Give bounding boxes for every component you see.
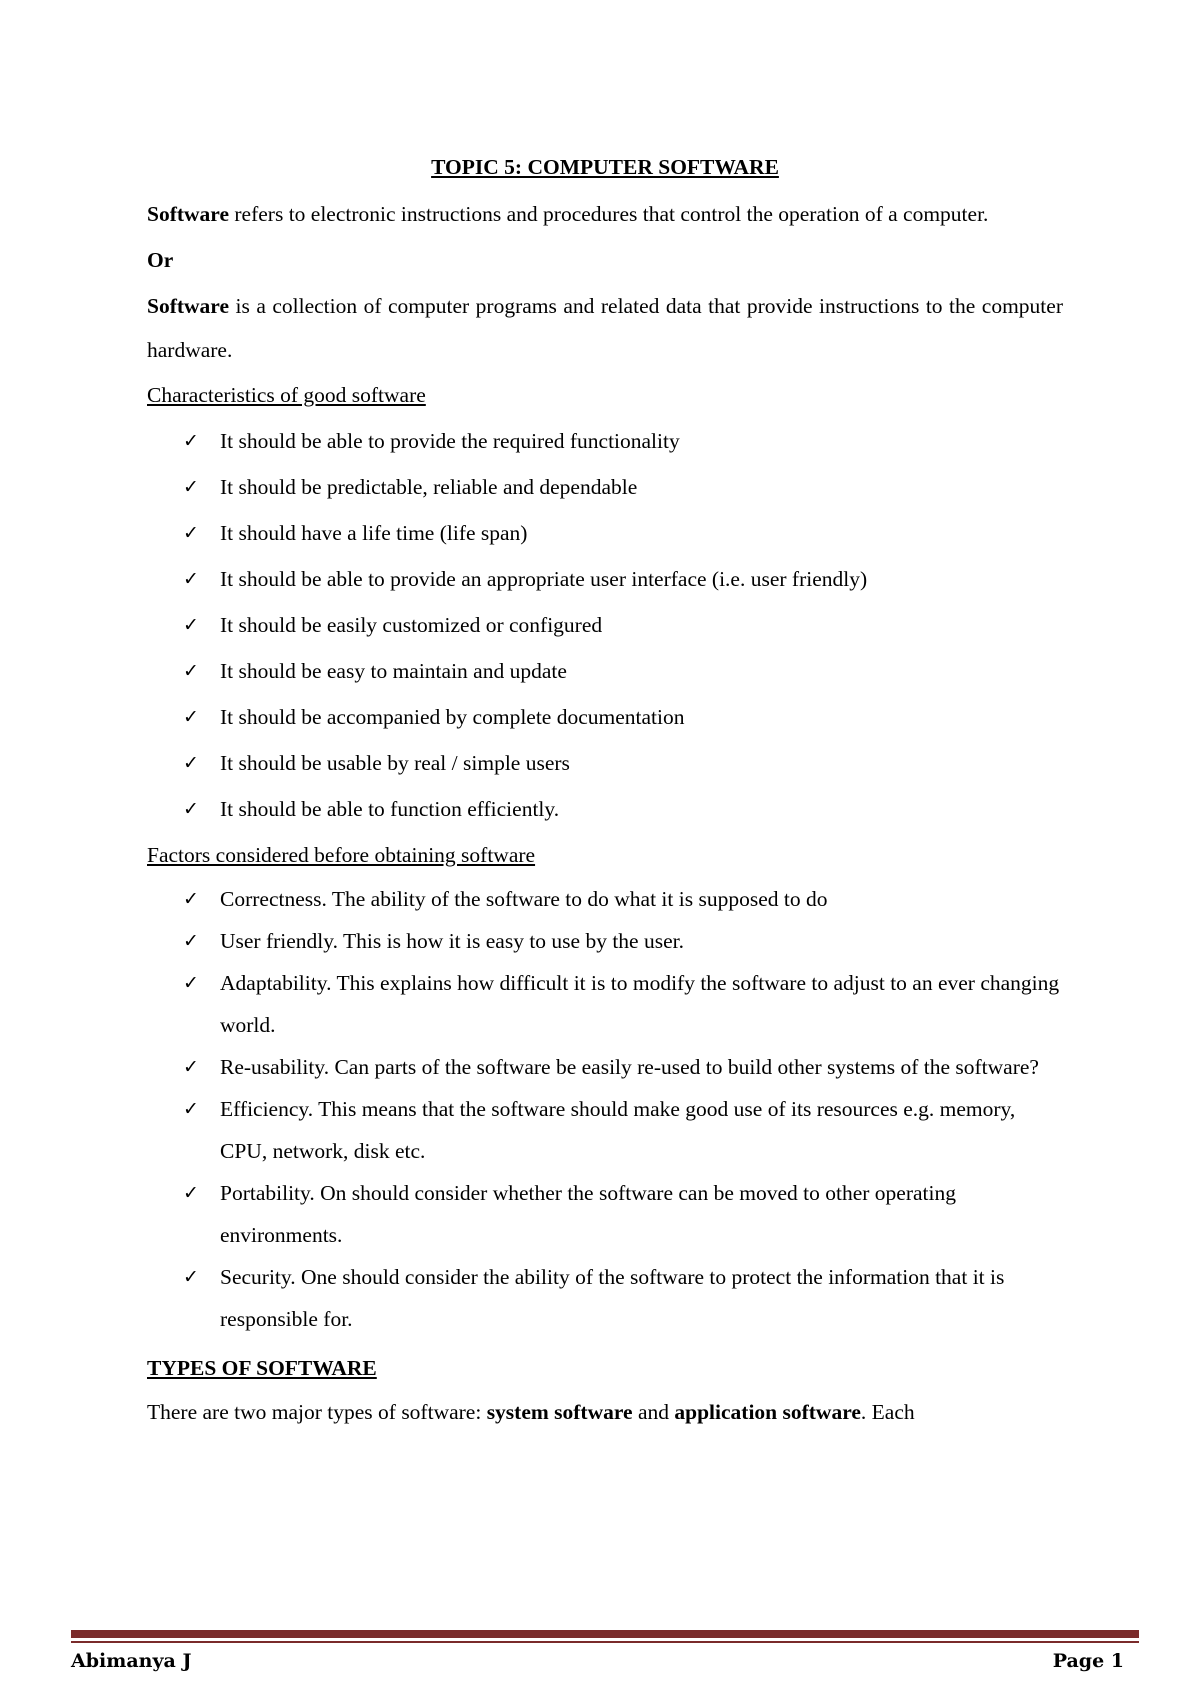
list-item-text: Adaptability. This explains how difficult it is to modify the software to adjust to an ever changing world.	[220, 971, 1060, 1037]
types-heading: TYPES OF SOFTWARE	[147, 1356, 377, 1380]
types-intro-start: There are two major types of software:	[147, 1400, 487, 1424]
check-icon: ✓	[183, 706, 199, 728]
check-icon: ✓	[183, 798, 199, 820]
definition-1-term: Software	[147, 202, 230, 226]
types-system-term: system software	[486, 1400, 633, 1424]
check-icon: ✓	[183, 568, 199, 590]
definition-2-term: Software	[147, 294, 230, 318]
check-icon: ✓	[183, 1182, 199, 1204]
characteristics-list	[147, 418, 1063, 832]
footer-page-number: Page 1	[1052, 1650, 1124, 1672]
list-item-text: It should be easily customized or configured	[220, 613, 603, 637]
definition-1-text: refers to electronic instructions and procedures that control the operation of a computer.	[229, 202, 989, 226]
list-item-text: Portability. On should consider whether the software can be moved to other operating environments.	[220, 1181, 956, 1247]
check-icon: ✓	[183, 430, 199, 452]
characteristics-heading: Characteristics of good software	[147, 383, 426, 407]
list-item	[147, 1088, 1063, 1172]
check-icon: ✓	[183, 522, 199, 544]
list-item	[147, 602, 1063, 648]
list-item	[147, 786, 1063, 832]
definition-1	[147, 192, 1063, 236]
list-item-text: It should be accompanied by complete documentation	[220, 705, 685, 729]
list-item-text: Efficiency. This means that the software should make good use of its resources e.g. memory, CPU, network, disk etc.	[220, 1097, 1016, 1163]
types-intro-end: . Each	[860, 1400, 915, 1424]
list-item	[147, 648, 1063, 694]
list-item-text: It should be able to provide an appropriate user interface (i.e. user friendly)	[220, 567, 868, 591]
check-icon: ✓	[183, 476, 199, 498]
types-intro	[147, 1390, 1063, 1434]
check-icon: ✓	[183, 1056, 199, 1078]
list-item	[147, 1046, 1063, 1088]
list-item-text: Security. One should consider the ability of the software to protect the information that it is responsible for.	[220, 1265, 1005, 1331]
types-application-term: application software	[674, 1400, 861, 1424]
check-icon: ✓	[183, 972, 199, 994]
check-icon: ✓	[183, 930, 199, 952]
types-intro-and: and	[632, 1400, 675, 1424]
list-item-text: It should be usable by real / simple users	[220, 751, 570, 775]
document-body	[147, 150, 1063, 1434]
list-item	[147, 510, 1063, 556]
factors-heading: Factors considered before obtaining software	[147, 843, 536, 867]
page-title: TOPIC 5: COMPUTER SOFTWARE	[431, 155, 779, 179]
list-item	[147, 1256, 1063, 1340]
list-item	[147, 962, 1063, 1046]
check-icon: ✓	[183, 752, 199, 774]
check-icon: ✓	[183, 614, 199, 636]
check-icon: ✓	[183, 1098, 199, 1120]
list-item-text: Correctness. The ability of the software to do what it is supposed to do	[220, 887, 828, 911]
list-item-text: It should be able to provide the required functionality	[220, 429, 680, 453]
definition-2-text: is a collection of computer programs and related data that provide instructions to the computer hardware.	[147, 294, 1063, 362]
definition-2	[147, 284, 1063, 372]
check-icon: ✓	[183, 1266, 199, 1288]
footer-author: Abimanya J	[71, 1650, 192, 1672]
list-item	[147, 556, 1063, 602]
list-item	[147, 694, 1063, 740]
list-item	[147, 740, 1063, 786]
list-item	[147, 418, 1063, 464]
list-item	[147, 878, 1063, 920]
list-item-text: It should be easy to maintain and update	[220, 659, 567, 683]
list-item	[147, 1172, 1063, 1256]
check-icon: ✓	[183, 660, 199, 682]
list-item	[147, 464, 1063, 510]
footer-rule-thin	[71, 1641, 1139, 1643]
factors-list	[147, 878, 1063, 1340]
check-icon: ✓	[183, 888, 199, 910]
list-item-text: User friendly. This is how it is easy to use by the user.	[220, 929, 684, 953]
list-item-text: Re-usability. Can parts of the software be easily re-used to build other systems of the software?	[220, 1055, 1039, 1079]
list-item-text: It should be able to function efficiently.	[220, 797, 560, 821]
list-item-text: It should be predictable, reliable and dependable	[220, 475, 638, 499]
list-item	[147, 920, 1063, 962]
list-item-text: It should have a life time (life span)	[220, 521, 528, 545]
footer-rule	[71, 1630, 1139, 1638]
or-separator: Or	[147, 248, 174, 272]
